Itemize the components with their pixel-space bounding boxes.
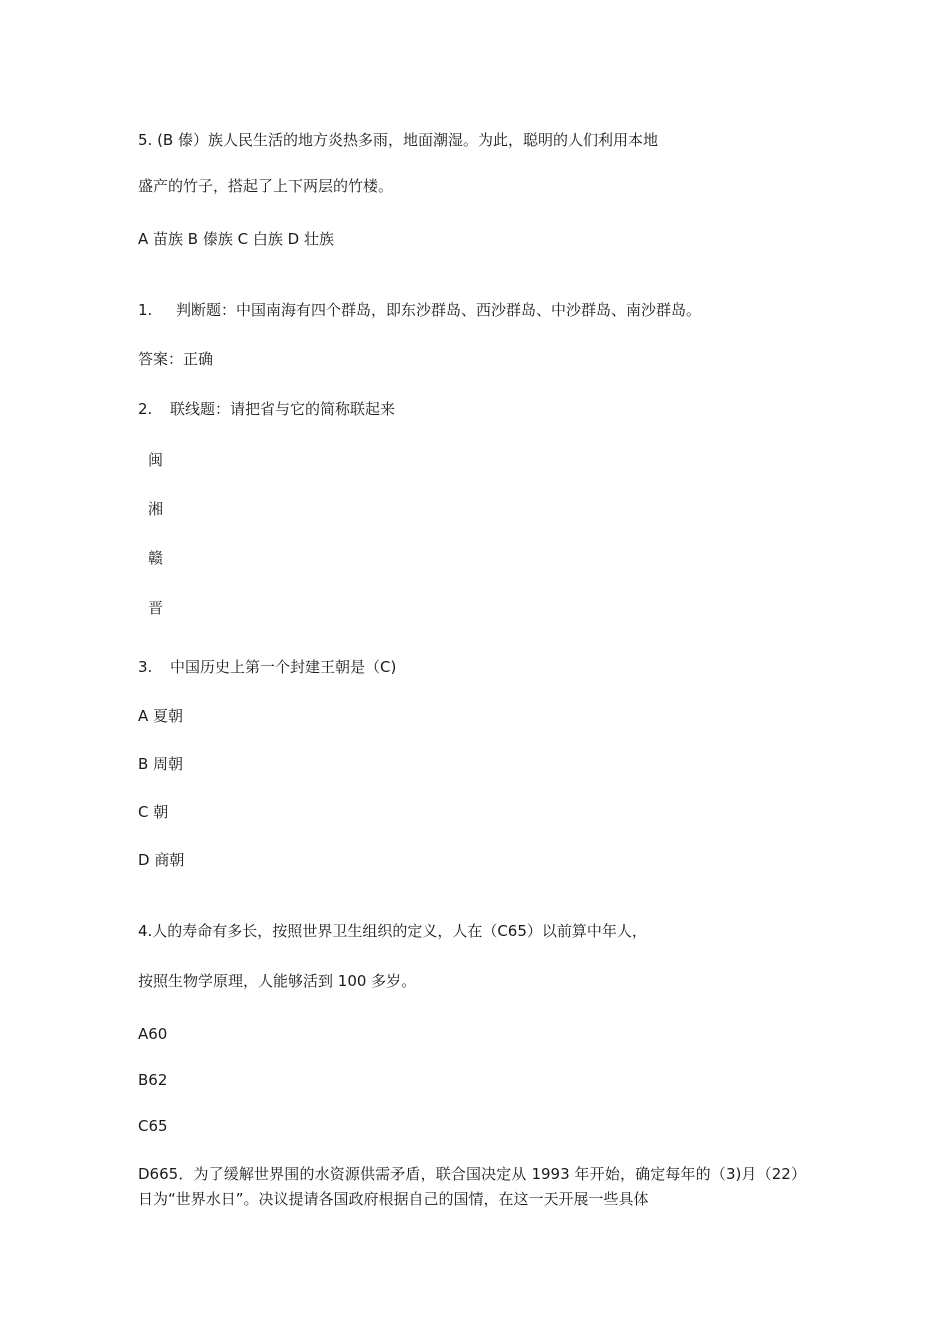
q2-item: 湘	[148, 500, 164, 518]
water-day-paragraph: D665．为了缓解世界围的水资源供需矛盾，联合国决定从 1993 年开始，确定每年的（3)月（22）日为“世界水日”。决议提请各国政府根据自己的国情，在这一天开展一些具体	[138, 1165, 806, 1208]
q5-intro-line1: 5. (B 傣）族人民生活的地方炎热多雨，地面潮湿。为此，聪明的人们利用本地	[138, 131, 658, 149]
q2-item: 晋	[148, 599, 164, 617]
q3-option: B 周朝	[138, 755, 184, 773]
q3-option: A 夏朝	[138, 707, 184, 725]
q3-text: 中国历史上第一个封建王朝是（C)	[170, 658, 397, 676]
q2-text: 联线题：请把省与它的简称联起来	[170, 400, 396, 418]
q4-option: A60	[138, 1025, 168, 1043]
q4-line2: 按照生物学原理，人能够活到 100 多岁。	[138, 972, 417, 990]
q5-intro-options: A 苗族 B 傣族 C 白族 D 壮族	[138, 230, 334, 248]
q2-item: 赣	[148, 549, 164, 567]
q3-number: 3.	[138, 658, 153, 676]
q2-number: 2.	[138, 400, 153, 418]
q2-question	[138, 399, 395, 419]
q5-intro-line2: 盛产的竹子，搭起了上下两层的竹楼。	[138, 177, 394, 195]
q1-answer: 答案：正确	[138, 350, 214, 368]
q3-option: D 商朝	[138, 851, 185, 869]
q4-line1: 4.人的寿命有多长，按照世界卫生组织的定义，人在（C65）以前算中年人，	[138, 922, 647, 940]
q2-item: 闽	[148, 451, 164, 469]
q1-number: 1.	[138, 301, 153, 319]
q1-question	[138, 300, 701, 320]
q4-option: B62	[138, 1071, 168, 1089]
q1-text: 判断题：中国南海有四个群岛，即东沙群岛、西沙群岛、中沙群岛、南沙群岛。	[176, 301, 702, 319]
q3-question	[138, 657, 396, 677]
q3-option: C 朝	[138, 803, 169, 821]
q4-option: C65	[138, 1117, 168, 1135]
